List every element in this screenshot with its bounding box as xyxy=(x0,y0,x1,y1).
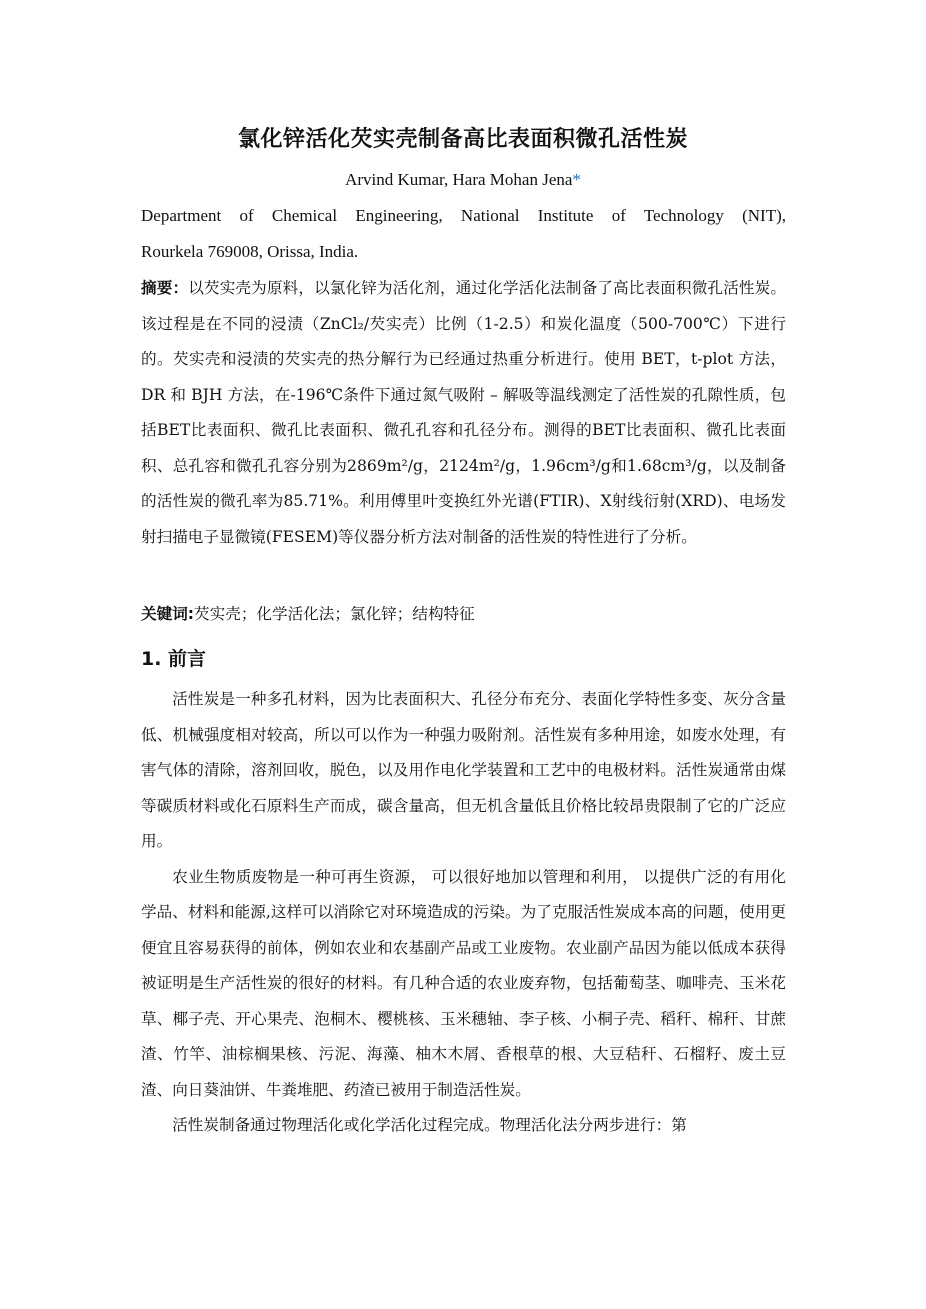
abstract xyxy=(141,271,786,555)
abstract-label: 摘要： xyxy=(141,279,189,297)
paragraph: 农业生物质废物是一种可再生资源， 可以很好地加以管理和利用， 以提供广泛的有用化学品、材料和能源,这样可以消除它对环境造成的污染。为了克服活性炭成本高的问题，使用更便宜且容易获得的前体，例如农业和农基副产品或工业废物。农业副产品因为能以低成本获得被证明是生产活性炭的很好的材料。有几种合适的农业废弃物，包括葡萄茎、咖啡壳、玉米花草、椰子壳、开心果壳、泡桐木、樱桃核、玉米穗轴、李子核、小桐子壳、稻秆、棉秆、甘蔗渣、竹竿、油棕榈果核、污泥、海藻、柚木木屑、香根草的根、大豆秸秆、石榴籽、废土豆渣、向日葵油饼、牛粪堆肥、药渣已被用于制造活性炭。 xyxy=(141,867,786,1099)
corresponding-author-mark: * xyxy=(572,170,581,189)
author-line xyxy=(0,170,926,190)
abstract-text: 以芡实壳为原料，以氯化锌为活化剂，通过化学活化法制备了高比表面积微孔活性炭。该过程是在不同的浸渍（ZnCl₂/芡实壳）比例（1-2.5）和炭化温度（500-700℃）下进行的。芡实壳和浸渍的芡实壳的热分解行为已经通过热重分析进行。使用 BET，t-plot 方法，DR 和 BJH 方法，在-196℃条件下通过氮气吸附 – 解吸等温线测定了活性炭的孔隙性质，包括BET比表面积、微孔比表面积、微孔孔容和孔径分布。测得的BET比表面积、微孔比表面积、总孔容和微孔孔容分别为2869m²/g，2124m²/g，1.96cm³/g和1.68cm³/g，以及制备的活性炭的微孔率为85.71%。利用傅里叶变换红外光谱(FTIR)、X射线衍射(XRD)、电场发射扫描电子显微镜(FESEM)等仪器分析方法对制备的活性炭的特性进行了分析。 xyxy=(141,279,786,546)
affiliation-line-1: Department of Chemical Engineering, National Institute of Technology (NIT), xyxy=(141,206,786,225)
paper-title: 氯化锌活化芡实壳制备高比表面积微孔活性炭 xyxy=(237,127,688,152)
keywords-label: 关键词: xyxy=(141,605,195,623)
author-names: Arvind Kumar, Hara Mohan Jena xyxy=(345,170,573,189)
section-body xyxy=(141,682,786,1144)
keywords xyxy=(141,597,786,633)
section-heading: 1. 前言 xyxy=(141,648,207,670)
paragraph: 活性炭制备通过物理活化或化学活化过程完成。物理活化法分两步进行：第 xyxy=(172,1116,687,1134)
keywords-text: 芡实壳；化学活化法；氯化锌；结构特征 xyxy=(194,605,475,623)
paragraph: 活性炭是一种多孔材料，因为比表面积大、孔径分布充分、表面化学特性多变、灰分含量低、机械强度相对较高，所以可以作为一种强力吸附剂。活性炭有多种用途，如废水处理，有害气体的清除，溶剂回收，脱色，以及用作电化学装置和工艺中的电极材料。活性炭通常由煤等碳质材料或化石原料生产而成，碳含量高，但无机含量低且价格比较昂贵限制了它的广泛应用。 xyxy=(141,690,786,850)
affiliation-line-2: Rourkela 769008, Orissa, India. xyxy=(141,242,359,261)
